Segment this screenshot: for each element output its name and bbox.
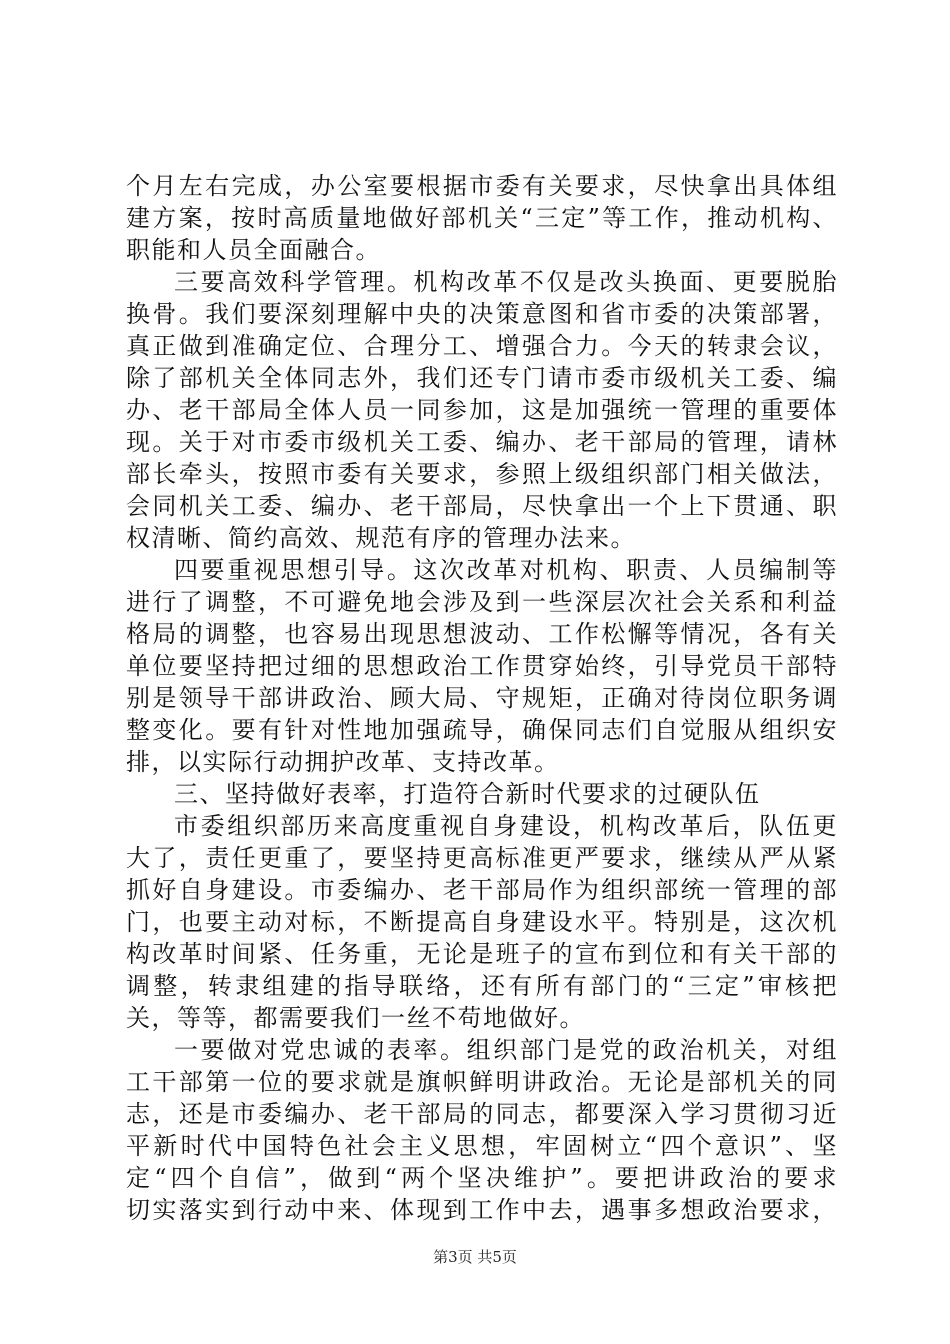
text-line: 现。关于对市委市级机关工委、编办、老干部局的管理，请林: [126, 428, 838, 456]
text-line: 部长牵头，按照市委有关要求，参照上级组织部门相关做法，: [126, 460, 838, 488]
text-line: 志，还是市委编办、老干部局的同志，都要深入学习贯彻习近: [126, 1100, 838, 1128]
text-line: 个月左右完成，办公室要根据市委有关要求，尽快拿出具体组: [126, 172, 838, 200]
text-line: 构改革时间紧、任务重，无论是班子的宣布到位和有关干部的: [126, 940, 838, 968]
text-line: 平新时代中国特色社会主义思想，牢固树立“四个意识”、坚: [126, 1132, 838, 1160]
text-line: 定“四个自信”，做到“两个坚决维护”。要把讲政治的要求: [126, 1164, 838, 1192]
text-line: 格局的调整，也容易出现思想波动、工作松懈等情况，各有关: [126, 620, 838, 648]
text-line: 四要重视思想引导。这次改革对机构、职责、人员编制等: [174, 556, 838, 584]
page-number: 第3页 共5页: [433, 1248, 517, 1266]
text-line: 市委组织部历来高度重视自身建设，机构改革后，队伍更: [174, 812, 838, 840]
document-body: [126, 170, 838, 1226]
text-line: 排，以实际行动拥护改革、支持改革。: [126, 748, 560, 776]
text-line: 抓好自身建设。市委编办、老干部局作为组织部统一管理的部: [126, 876, 838, 904]
text-line: 别是领导干部讲政治、顾大局、守规矩，正确对待岗位职务调: [126, 684, 838, 712]
text-line: 建方案，按时高质量地做好部机关“三定”等工作，推动机构、: [126, 204, 838, 232]
text-line: 换骨。我们要深刻理解中央的决策意图和省市委的决策部署，: [126, 300, 838, 328]
text-line: 单位要坚持把过细的思想政治工作贯穿始终，引导党员干部特: [126, 652, 838, 680]
text-line: 一要做对党忠诚的表率。组织部门是党的政治机关，对组: [174, 1036, 838, 1064]
text-line: 整变化。要有针对性地加强疏导，确保同志们自觉服从组织安: [126, 716, 838, 744]
text-line: 门，也要主动对标，不断提高自身建设水平。特别是，这次机: [126, 908, 838, 936]
text-line: 工干部第一位的要求就是旗帜鲜明讲政治。无论是部机关的同: [126, 1068, 838, 1096]
text-line: 权清晰、简约高效、规范有序的管理办法来。: [126, 524, 636, 552]
text-line: 会同机关工委、编办、老干部局，尽快拿出一个上下贯通、职: [126, 492, 838, 520]
text-line: 办、老干部局全体人员一同参加，这是加强统一管理的重要体: [126, 396, 838, 424]
text-line: 除了部机关全体同志外，我们还专门请市委市级机关工委、编: [126, 364, 838, 392]
text-line: 三、坚持做好表率，打造符合新时代要求的过硬队伍: [174, 780, 761, 808]
text-line: 关，等等，都需要我们一丝不苟地做好。: [126, 1004, 585, 1032]
text-line: 大了，责任更重了，要坚持更高标准更严要求，继续从严从紧: [126, 844, 838, 872]
text-line: 职能和人员全面融合。: [126, 236, 381, 264]
text-line: 切实落实到行动中来、体现到工作中去，遇事多想政治要求，: [126, 1196, 838, 1224]
text-line: 真正做到准确定位、合理分工、增强合力。今天的转隶会议，: [126, 332, 838, 360]
text-line: 三要高效科学管理。机构改革不仅是改头换面、更要脱胎: [174, 268, 838, 296]
text-line: 调整，转隶组建的指导联络，还有所有部门的“三定”审核把: [126, 972, 838, 1000]
text-line: 进行了调整，不可避免地会涉及到一些深层次社会关系和利益: [126, 588, 838, 616]
